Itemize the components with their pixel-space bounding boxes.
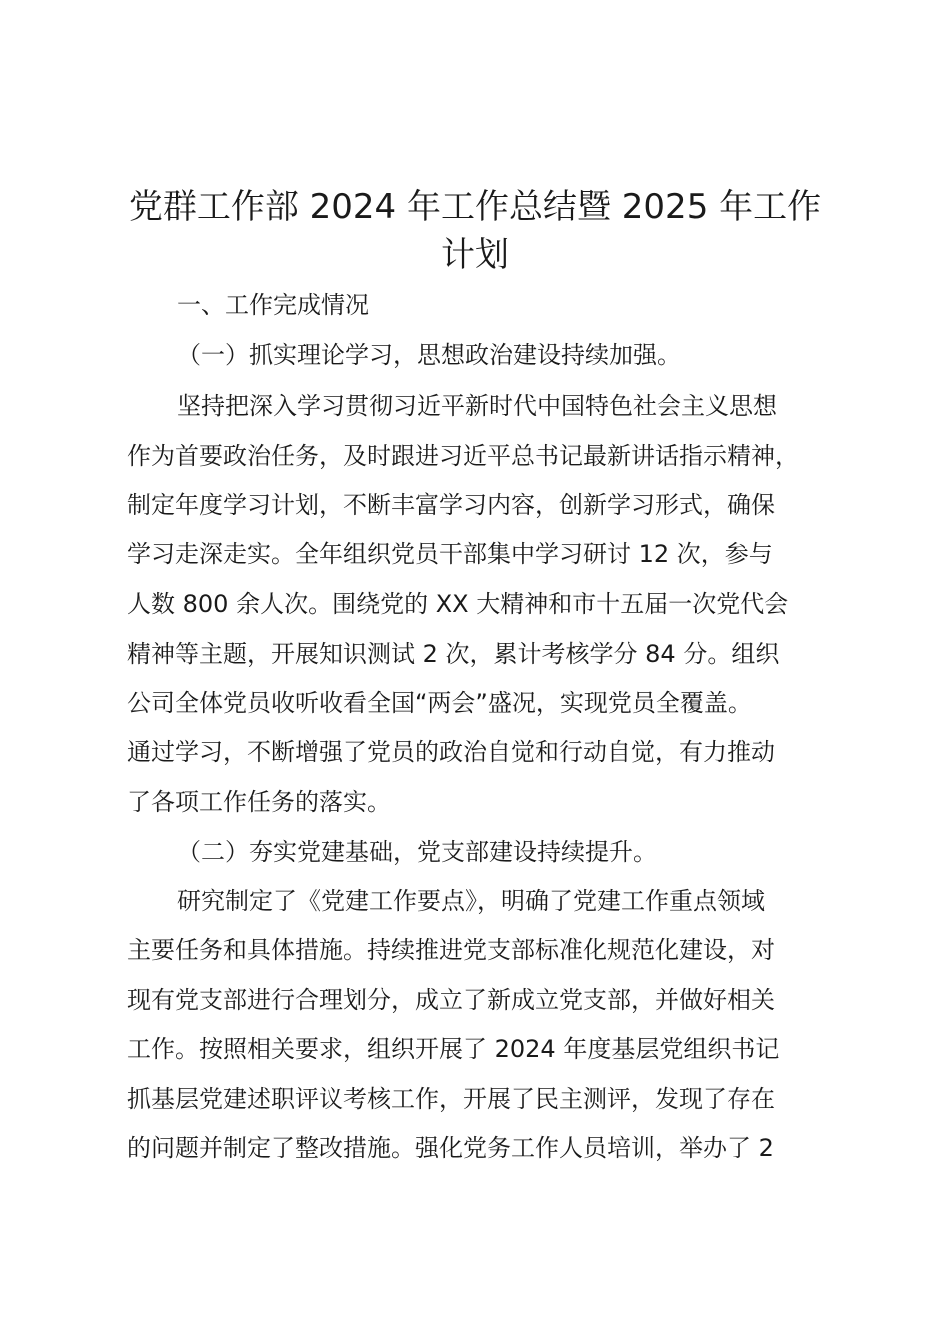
subsection-heading-1: （一）抓实理论学习，思想政治建设持续加强。 (177, 341, 681, 369)
paragraph-line: 的问题并制定了整改措施。强化党务工作人员培训，举办了 2 (127, 1134, 774, 1162)
title-line-2: 计划 (441, 235, 509, 275)
paragraph-line: 现有党支部进行合理划分，成立了新成立党支部，并做好相关 (127, 986, 775, 1014)
paragraph-line: 制定年度学习计划，不断丰富学习内容，创新学习形式，确保 (127, 491, 775, 519)
paragraph-line: 工作。按照相关要求，组织开展了 2024 年度基层党组织书记 (127, 1035, 780, 1063)
paragraph-line: 学习走深走实。全年组织党员干部集中学习研讨 12 次，参与 (127, 540, 773, 568)
document-title (100, 183, 850, 279)
paragraph-line: 研究制定了《党建工作要点》，明确了党建工作重点领域 (177, 887, 765, 915)
paragraph-line: 坚持把深入学习贯彻习近平新时代中国特色社会主义思想 (177, 392, 777, 420)
section-heading-1: 一、工作完成情况 (177, 291, 369, 319)
paragraph-line: 精神等主题，开展知识测试 2 次，累计考核学分 84 分。组织 (127, 640, 780, 668)
paragraph-line: 主要任务和具体措施。持续推进党支部标准化规范化建设，对 (127, 936, 775, 964)
paragraph-line: 通过学习，不断增强了党员的政治自觉和行动自觉，有力推动 (127, 738, 775, 766)
paragraph-line: 公司全体党员收听收看全国“两会”盛况，实现党员全覆盖。 (127, 689, 752, 717)
paragraph-line: 了各项工作任务的落实。 (127, 788, 391, 816)
subsection-heading-2: （二）夯实党建基础，党支部建设持续提升。 (177, 838, 657, 866)
title-line-1: 党群工作部 2024 年工作总结暨 2025 年工作 (128, 187, 822, 227)
paragraph-line: 作为首要政治任务，及时跟进习近平总书记最新讲话指示精神， (127, 442, 799, 470)
paragraph-line: 人数 800 余人次。围绕党的 XX 大精神和市十五届一次党代会 (127, 590, 789, 618)
paragraph-line: 抓基层党建述职评议考核工作，开展了民主测评，发现了存在 (127, 1085, 775, 1113)
